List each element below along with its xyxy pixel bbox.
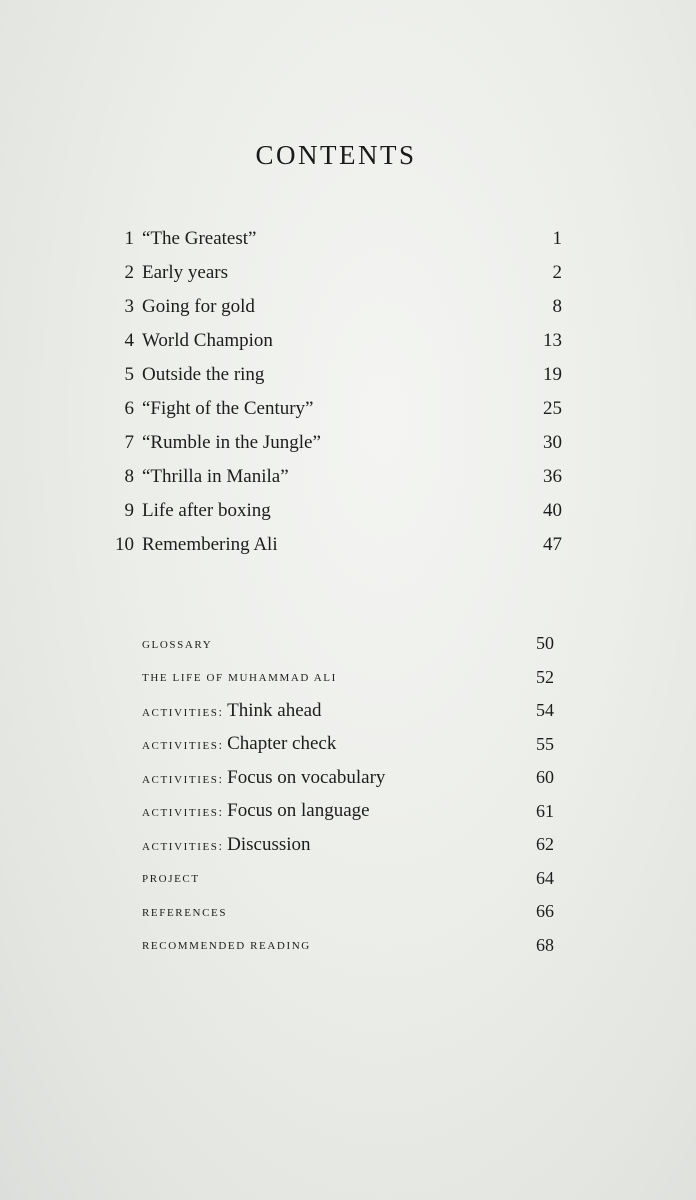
- section-page-number: 68: [536, 934, 554, 955]
- chapter-entry-10[interactable]: [104, 528, 562, 562]
- back-matter-activities-focus-language[interactable]: ACTIVITIES: Focus on language 61: [142, 800, 554, 822]
- chapter-page-number: 30: [543, 432, 562, 453]
- section-page-number: 61: [536, 800, 554, 821]
- chapter-number: 1: [124, 228, 134, 249]
- section-label: ACTIVITIES: [142, 840, 219, 853]
- chapter-page-number: 36: [543, 466, 562, 487]
- chapter-title: “Fight of the Century”: [142, 398, 314, 419]
- chapter-page-number: 13: [543, 330, 562, 351]
- back-matter-life-of-ali[interactable]: [142, 661, 554, 695]
- chapter-title: World Champion: [142, 330, 273, 351]
- section-label: ACTIVITIES: [142, 807, 219, 820]
- chapter-page-number: 25: [543, 398, 562, 419]
- chapter-number: 3: [124, 296, 134, 317]
- chapter-entry-2[interactable]: [104, 256, 562, 290]
- section-label: REFERENCES: [142, 906, 228, 919]
- back-matter-project[interactable]: [142, 862, 554, 896]
- section-page-number: 66: [536, 901, 554, 922]
- section-subtitle: Think ahead: [227, 699, 322, 721]
- section-subtitle: Focus on language: [227, 800, 370, 822]
- chapter-number: 2: [124, 262, 134, 283]
- back-matter-activities-discussion[interactable]: ACTIVITIES: Discussion 62: [142, 833, 554, 855]
- section-page-number: 60: [536, 767, 554, 788]
- chapter-entry-7[interactable]: [104, 426, 562, 460]
- chapter-title: Early years: [142, 262, 228, 283]
- page-title: CONTENTS: [255, 140, 417, 170]
- section-page-number: 50: [536, 633, 554, 654]
- chapter-title: “The Greatest”: [142, 228, 257, 249]
- chapter-entry-9[interactable]: [104, 494, 562, 528]
- back-matter-glossary[interactable]: [142, 627, 554, 661]
- chapter-entry-5[interactable]: [104, 358, 562, 392]
- back-matter-activities-chapter-check[interactable]: ACTIVITIES: Chapter check 55: [142, 733, 554, 755]
- back-matter-activities-focus-vocabulary[interactable]: ACTIVITIES: Focus on vocabulary 60: [142, 766, 554, 788]
- chapter-list: [104, 222, 562, 562]
- section-subtitle: Discussion: [227, 833, 311, 855]
- section-page-number: 55: [536, 733, 554, 754]
- chapter-number: 6: [124, 398, 134, 419]
- section-page-number: 54: [536, 700, 554, 721]
- chapter-title: “Rumble in the Jungle”: [142, 432, 321, 453]
- chapter-number: 5: [124, 364, 134, 385]
- section-label: ACTIVITIES: [142, 773, 219, 786]
- chapter-entry-3[interactable]: [104, 290, 562, 324]
- section-page-number: 62: [536, 834, 554, 855]
- section-label: ACTIVITIES: [142, 740, 219, 753]
- section-label: THE LIFE OF MUHAMMAD ALI: [142, 672, 337, 685]
- chapter-number: 9: [124, 500, 134, 521]
- chapter-page-number: 47: [543, 534, 562, 555]
- chapter-page-number: 1: [552, 228, 562, 249]
- back-matter-list: [142, 627, 554, 962]
- chapter-page-number: 8: [552, 296, 562, 317]
- section-label: RECOMMENDED READING: [142, 940, 311, 953]
- section-page-number: 64: [536, 867, 554, 888]
- chapter-number: 4: [124, 330, 134, 351]
- chapter-page-number: 40: [543, 500, 562, 521]
- section-label: GLOSSARY: [142, 638, 213, 651]
- chapter-number: 8: [124, 466, 134, 487]
- chapter-title: Going for gold: [142, 296, 255, 317]
- section-label: PROJECT: [142, 873, 200, 886]
- chapter-title: Remembering Ali: [142, 534, 278, 555]
- chapter-entry-1[interactable]: [104, 222, 562, 256]
- back-matter-recommended-reading[interactable]: [142, 929, 554, 963]
- section-subtitle: Focus on vocabulary: [227, 766, 386, 788]
- chapter-title: “Thrilla in Manila”: [142, 466, 289, 487]
- back-matter-references[interactable]: [142, 895, 554, 929]
- chapter-title: Outside the ring: [142, 364, 265, 385]
- section-label: ACTIVITIES: [142, 706, 219, 719]
- chapter-title: Life after boxing: [142, 500, 271, 521]
- section-page-number: 52: [536, 666, 554, 687]
- chapter-entry-4[interactable]: [104, 324, 562, 358]
- back-matter-activities-think-ahead[interactable]: ACTIVITIES: Think ahead 54: [142, 699, 554, 721]
- section-subtitle: Chapter check: [227, 733, 337, 755]
- chapter-page-number: 19: [543, 364, 562, 385]
- chapter-entry-6[interactable]: [104, 392, 562, 426]
- chapter-page-number: 2: [552, 262, 562, 283]
- chapter-number: 7: [124, 432, 134, 453]
- chapter-number: 10: [115, 534, 134, 555]
- chapter-entry-8[interactable]: [104, 460, 562, 494]
